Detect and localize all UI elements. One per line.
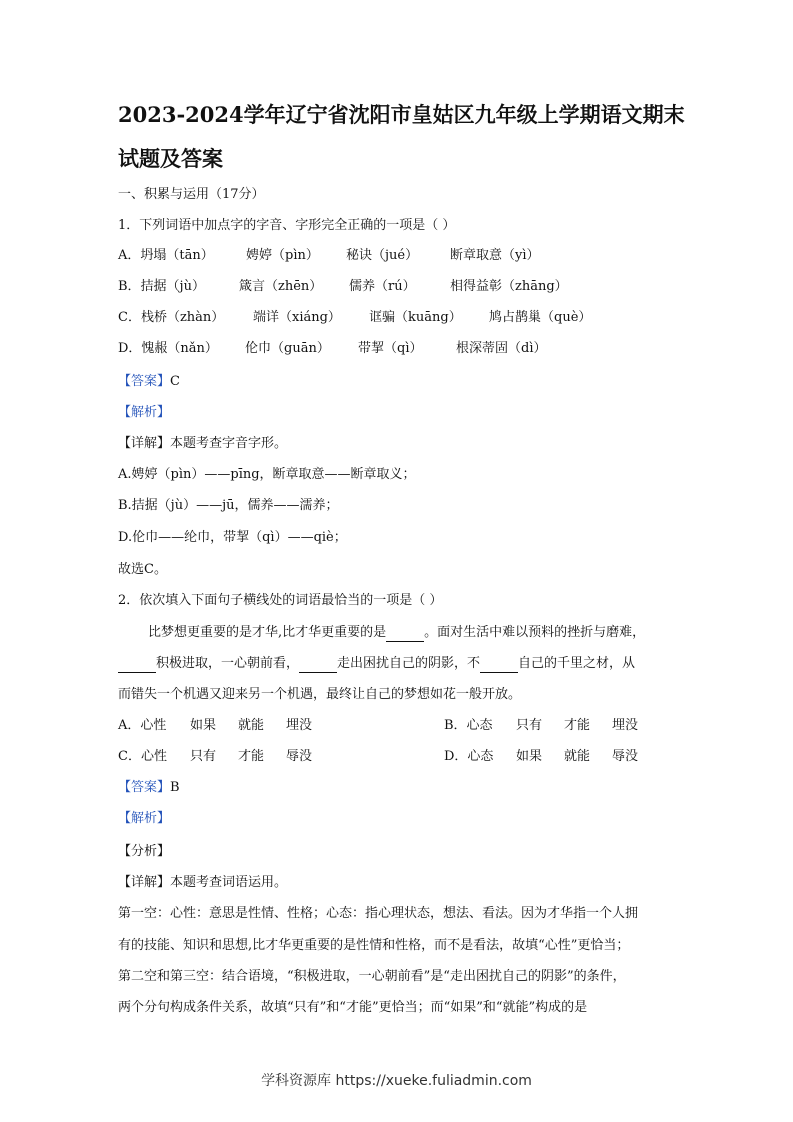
answer-value: B <box>170 780 180 795</box>
fill-blank <box>118 658 156 673</box>
option-term: B．拮据（jù） <box>118 279 205 294</box>
option-term: 就能 <box>564 749 591 764</box>
q1-detail-b: B.拮据（jù）——jū，儒养——濡养； <box>118 498 339 513</box>
option-term: C．栈桥（zhàn） <box>118 310 225 325</box>
option-term: A．心性 <box>118 718 167 733</box>
option-term: 才能 <box>238 749 265 764</box>
option-term: 如果 <box>190 718 217 733</box>
q1-analysis-tag: 【解析】 <box>118 405 171 420</box>
option-term: 辱没 <box>612 749 639 764</box>
option-term: 埋没 <box>612 718 639 733</box>
option-term: 只有 <box>190 749 217 764</box>
passage-text: 积极进取，一心朝前看， <box>156 656 300 671</box>
passage-text: 。面对生活中难以预料的挫折与磨难， <box>424 625 646 640</box>
option-term: 如果 <box>516 749 543 764</box>
q2-explain-4: 两个分句构成条件关系，故填“只有”和“才能”更恰当；而“如果”和“就能”构成的是 <box>118 1000 588 1015</box>
q2-answer <box>118 779 180 797</box>
q2-passage-line3: 而错失一个机遇又迎来另一个机遇，最终让自己的梦想如花一般开放。 <box>118 687 522 702</box>
q1-answer <box>118 373 180 391</box>
option-term: 秘诀（jué） <box>346 248 419 263</box>
answer-value: C <box>170 374 180 389</box>
fill-blank <box>299 658 337 673</box>
q2-option-a <box>118 717 312 735</box>
q2-fenxi: 【分析】 <box>118 844 171 859</box>
option-term: D．愧赧（nǎn） <box>118 341 218 356</box>
q2-passage-line2 <box>118 655 635 673</box>
option-term: 带挈（qì） <box>358 341 423 356</box>
q2-explain-1: 第一空：心性：意思是性情、性格；心态：指心理状态，想法、看法。因为才华指一个人拥 <box>118 906 639 921</box>
q1-option-d <box>118 340 546 358</box>
answer-tag: 【答案】 <box>118 780 171 795</box>
q2-detail: 【详解】本题考查词语运用。 <box>118 875 288 890</box>
answer-tag: 【答案】 <box>118 374 171 389</box>
option-term: B．心态 <box>444 718 493 733</box>
doc-title-line1: 2023-2024学年辽宁省沈阳市皇姑区九年级上学期语文期末 <box>118 102 685 127</box>
q2-explain-2: 有的技能、知识和思想,比才华更重要的是性情和性格，而不是看法，故填“心性”更恰当； <box>118 938 630 953</box>
option-term: 根深蒂固（dì） <box>456 341 547 356</box>
q1-detail-a: A.娉婷（pìn）——pīng，断章取意——断章取义； <box>118 467 416 482</box>
option-term: 才能 <box>564 718 591 733</box>
option-term: 相得益彰（zhāng） <box>450 279 568 294</box>
option-term: C．心性 <box>118 749 167 764</box>
passage-text: 比梦想更重要的是才华,比才华更重要的是 <box>148 625 387 640</box>
option-term: 箴言（zhēn） <box>239 279 323 294</box>
option-term: 鸠占鹊巢（què） <box>489 310 592 325</box>
footer-watermark: 学科资源库 https://xueke.fuliadmin.com <box>261 1073 532 1089</box>
option-term: 辱没 <box>286 749 313 764</box>
passage-text: 走出困扰自己的阴影，不 <box>337 656 481 671</box>
option-term: D．心态 <box>444 749 494 764</box>
q1-detail: 【详解】本题考查字音字形。 <box>118 436 288 451</box>
option-term: 端详（xiáng） <box>253 310 341 325</box>
option-term: 只有 <box>516 718 543 733</box>
q1-option-c <box>118 309 591 327</box>
q2-option-b <box>444 717 638 735</box>
q1-conclusion: 故选C。 <box>118 562 167 577</box>
q2-explain-3: 第二空和第三空：结合语境，“积极进取，一心朝前看”是“走出困扰自己的阴影”的条件， <box>118 969 626 984</box>
fill-blank <box>386 627 424 642</box>
q1-detail-d: D.伦巾——纶巾，带挈（qì）——qiè； <box>118 530 347 545</box>
doc-title-line2: 试题及答案 <box>118 146 223 171</box>
q1-stem: 1．下列词语中加点字的字音、字形完全正确的一项是（ ） <box>118 218 456 233</box>
q2-analysis-tag: 【解析】 <box>118 811 171 826</box>
q2-option-c <box>118 748 312 766</box>
option-term: 埋没 <box>286 718 313 733</box>
q1-option-a <box>118 247 540 265</box>
q2-passage-line1 <box>148 624 645 642</box>
option-term: A．坍塌（tān） <box>118 248 214 263</box>
passage-text: 自己的千里之材，从 <box>518 656 636 671</box>
option-term: 诓骗（kuāng） <box>369 310 462 325</box>
q2-option-d <box>444 748 638 766</box>
option-term: 娉婷（pìn） <box>246 248 319 263</box>
q2-stem: 2．依次填入下面句子横线处的词语最恰当的一项是（ ） <box>118 593 443 608</box>
option-term: 伦巾（guān） <box>245 341 330 356</box>
option-term: 断章取意（yì） <box>450 248 540 263</box>
q1-option-b <box>118 278 568 296</box>
option-term: 儒养（rú） <box>349 279 416 294</box>
option-term: 就能 <box>238 718 265 733</box>
section-heading: 一、积累与运用（17分） <box>118 187 265 202</box>
fill-blank <box>480 658 518 673</box>
